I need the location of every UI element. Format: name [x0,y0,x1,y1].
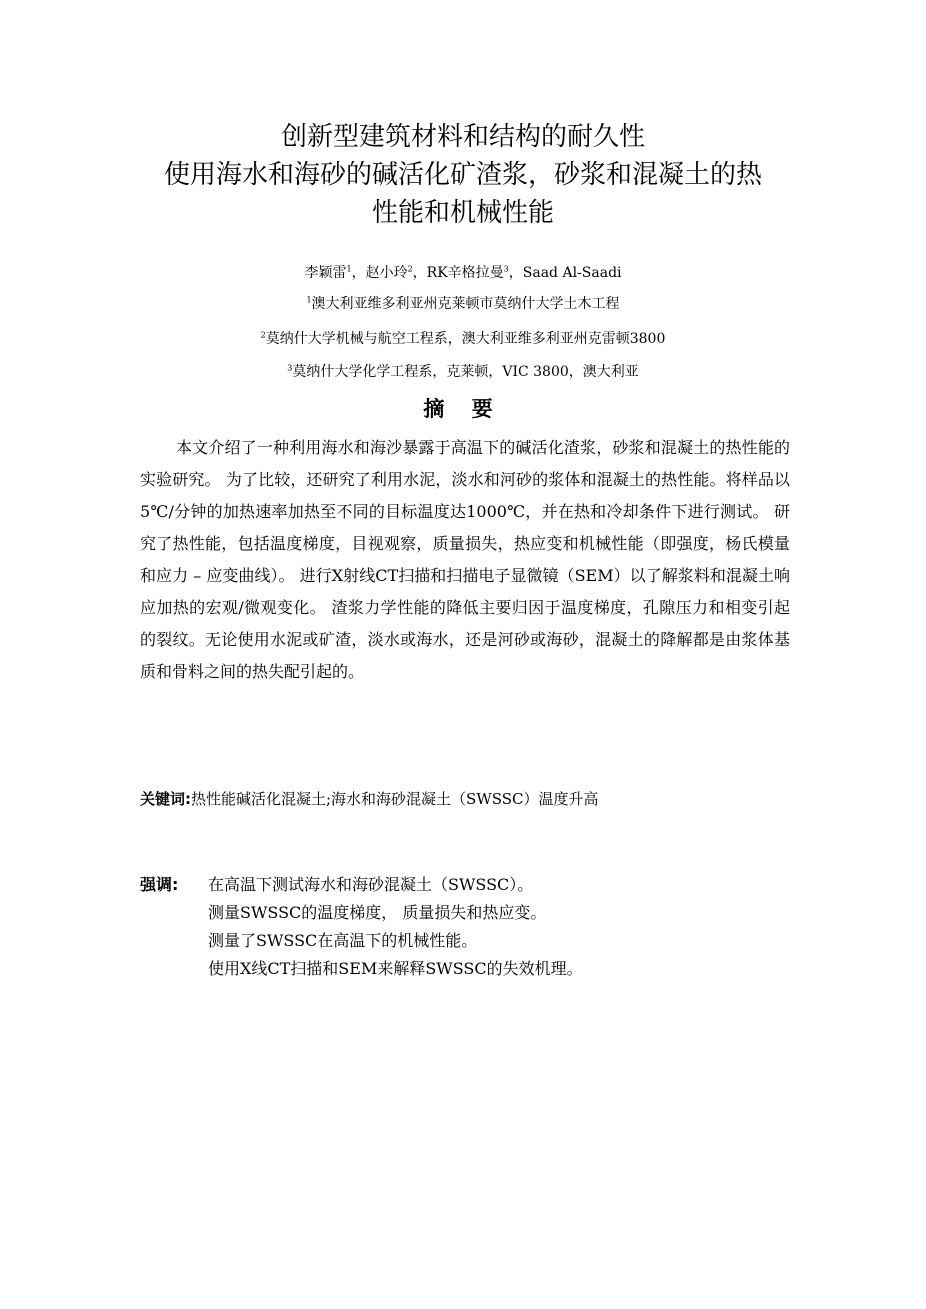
affiliation-text: 莫纳什大学化学工程系，克莱顿，VIC 3800，澳大利亚 [292,364,639,380]
author-separator: ， [508,265,523,281]
highlight-item: 测量了SWSSC在高温下的机械性能。 [208,931,478,950]
affiliation-mark: 1 [306,295,312,305]
keywords-text: 热性能碱活化混凝土;海水和海砂混凝土（SWSSC）温度升高 [191,790,599,808]
author-separator: ， [412,265,427,281]
affiliation-2 [100,328,826,348]
author-affiliation-mark: 1 [346,264,352,274]
highlights-label: 强调: [140,875,179,894]
author-affiliation-mark: 2 [407,264,413,274]
author-name: 李颖雷 [304,265,347,281]
keywords-label: 关键词: [140,790,191,808]
affiliation-text: 澳大利亚维多利亚州克莱顿市莫纳什大学土木工程 [311,296,620,312]
affiliation-mark: 3 [287,363,293,373]
author-name: RK辛格拉曼 [426,265,504,281]
affiliation-text: 莫纳什大学机械与航空工程系，澳大利亚维多利亚州克雷顿3800 [265,331,666,347]
highlight-item: 使用X线CT扫描和SEM来解释SWSSC的失效机理。 [208,959,583,978]
author-name: Saad Al-Saadi [522,265,622,281]
author-list [100,262,826,282]
paper-title [100,118,826,232]
title-line-2: 使用海水和海砂的碱活化矿渣浆，砂浆和混凝土的热 [163,160,762,190]
affiliation-3 [100,361,826,381]
highlight-item: 测量SWSSC的温度梯度， 质量损失和热应变。 [208,903,547,922]
abstract-body: 本文介绍了一种利用海水和海沙暴露于高温下的碱活化渣浆，砂浆和混凝土的热性能的实验研究。 为了比较，还研究了利用水泥，淡水和河砂的浆体和混凝土的热性能。将样品以5℃/分钟的加热速率加热至不同的目标温度达1000℃，并在热和冷却条件下进行测试。 研究了热性能，包括温度梯度，目视观察，质量损失，热应变和机械性能（即强度，杨氏模量和应力 – 应变曲线）。 进行X射线CT扫描和扫描电子显微镜（SEM）以了解浆料和混凝土响应加热的宏观/微观变化。 渣浆力学性能的降低主要归因于温度梯度，孔隙压力和相变引起的裂纹。无论使用水泥或矿渣，淡水或海水，还是河砂或海砂，混凝土的降解都是由浆体基质和骨料之间的热失配引起的。 [140,438,790,681]
author-separator: ， [351,265,366,281]
highlights-list [208,871,798,983]
title-line-1: 创新型建筑材料和结构的耐久性 [280,122,645,152]
keywords [140,788,800,810]
author-name: 赵小玲 [365,265,408,281]
affiliation-mark: 2 [260,330,266,340]
affiliation-1 [100,293,826,313]
title-line-3: 性能和机械性能 [371,198,554,228]
abstract-heading: 摘 要 [423,397,503,421]
author-affiliation-mark: 3 [503,264,509,274]
highlight-item: 在高温下测试海水和海砂混凝土（SWSSC）。 [208,875,534,894]
